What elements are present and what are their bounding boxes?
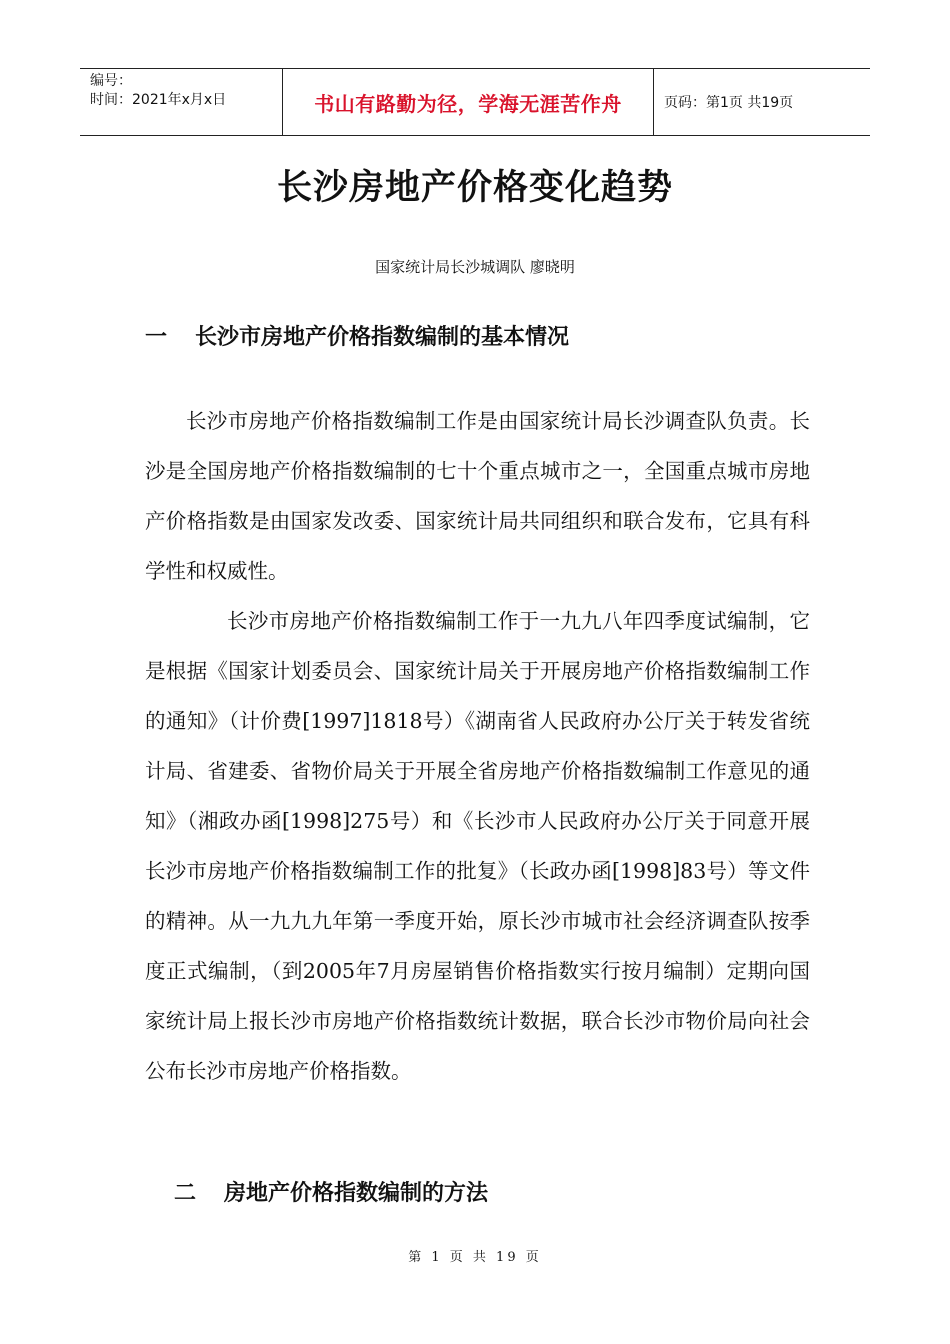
page-footer: 第 1 页 共 19 页 (408, 1250, 542, 1265)
header-left-cell (80, 69, 282, 135)
section-number: 一 (145, 325, 168, 350)
section-heading-2 (174, 1176, 488, 1207)
header-motto-cell (282, 69, 654, 135)
document-byline: 国家统计局长沙城调队 廖晓明 (375, 258, 575, 276)
section-heading-1 (145, 320, 569, 351)
section-title: 长沙市房地产价格指数编制的基本情况 (195, 325, 570, 350)
section-title: 房地产价格指数编制的方法 (224, 1181, 489, 1206)
section-number: 二 (174, 1181, 197, 1206)
document-title: 长沙房地产价格变化趋势 (276, 168, 673, 208)
document-number-label: 编号： (90, 73, 132, 89)
header-page-info: 页码：第1页 共19页 (664, 95, 794, 111)
header-table (80, 68, 870, 136)
paragraph-1: 长沙市房地产价格指数编制工作是由国家统计局长沙调查队负责。长沙是全国房地产价格指数编制的七十个重点城市之一，全国重点城市房地产价格指数是由国家发改委、国家统计局共同组织和联合发布，它具有科学性和权威性。 (145, 409, 810, 583)
paragraph-2: 长沙市房地产价格指数编制工作于一九九八年四季度试编制，它是根据《国家计划委员会、国家统计局关于开展房地产价格指数编制工作的通知》（计价费[1997]1818号）《湖南省人民政府办公厅关于转发省统计局、省建委、省物价局关于开展全省房地产价格指数编制工作意见的通知》（湘政办函[1998]275号）和《长沙市人民政府办公厅关于同意开展长沙市房地产价格指数编制工作的批复》（长政办函[1998]83号）等文件的精神。从一九九九年第一季度开始，原长沙市城市社会经济调查队按季度正式编制，（到2005年7月房屋销售价格指数实行按月编制）定期向国家统计局上报长沙市房地产价格指数统计数据，联合长沙市物价局向社会公布长沙市房地产价格指数。 (145, 609, 810, 1083)
document-date: 时间：2021年x月x日 (90, 92, 227, 108)
header-page-cell (654, 69, 870, 135)
header-motto: 书山有路勤为径，学海无涯苦作舟 (314, 91, 622, 116)
